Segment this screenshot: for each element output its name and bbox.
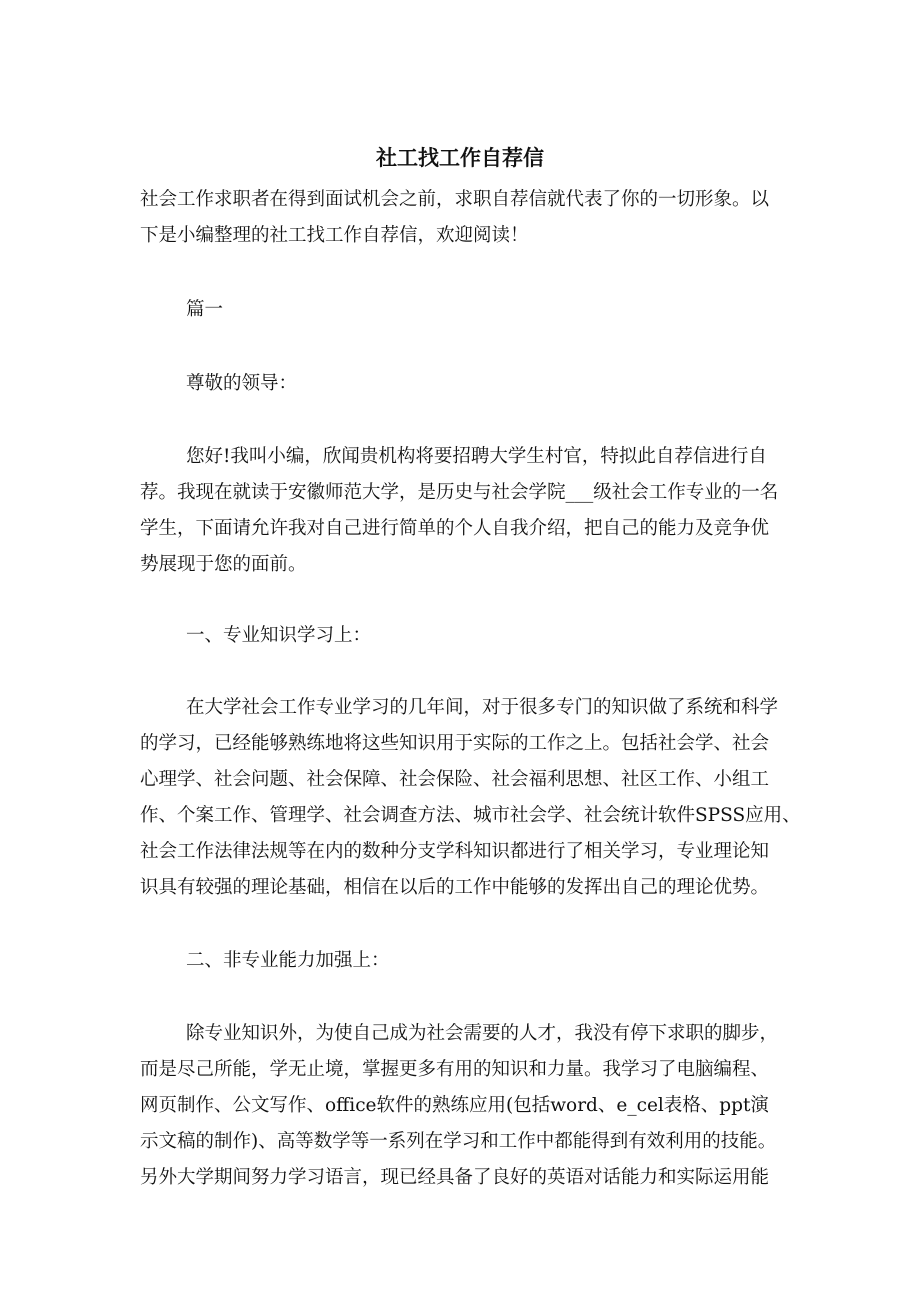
paragraph-line: 学生，下面请允许我对自己进行简单的个人自我介绍，把自己的能力及竞争优 — [140, 518, 770, 539]
section-heading: 一、专业知识学习上： — [186, 625, 372, 646]
paragraph-line: 势展现于您的面前。 — [140, 554, 307, 575]
paragraph-line: 社会工作法律法规等在内的数种分支学科知识都进行了相关学习，专业理论知 — [140, 841, 770, 862]
paragraph-line: 而是尽己所能，学无止境，掌握更多有用的知识和力量。我学习了电脑编程、 — [140, 1059, 770, 1080]
salutation: 尊敬的领导： — [186, 373, 298, 394]
paragraph-line: 另外大学期间努力学习语言，现已经具备了良好的英语对话能力和实际运用能 — [140, 1167, 770, 1188]
section-label: 篇一 — [186, 299, 224, 320]
document-title: 社工找工作自荐信 — [376, 146, 544, 170]
paragraph-line: 您好!我叫小编，欣闻贵机构将要招聘大学生村官，特拟此自荐信进行自 — [186, 446, 767, 467]
intro-line: 社会工作求职者在得到面试机会之前，求职自荐信就代表了你的一切形象。以 — [140, 189, 770, 210]
paragraph-line: 在大学社会工作专业学习的几年间，对于很多专门的知识做了系统和科学 — [186, 697, 779, 718]
intro-line: 下是小编整理的社工找工作自荐信，欢迎阅读！ — [140, 225, 529, 246]
paragraph-line: 示文稿的制作)、高等数学等一系列在学习和工作中都能得到有效利用的技能。 — [140, 1131, 777, 1152]
paragraph-line: 心理学、社会问题、社会保障、社会保险、社会福利思想、社区工作、小组工 — [140, 769, 770, 790]
section-heading: 二、非专业能力加强上： — [186, 950, 390, 971]
paragraph-line: 除专业知识外，为使自己成为社会需要的人才，我没有停下求职的脚步， — [186, 1023, 779, 1044]
paragraph-line: 作、个案工作、管理学、社会调查方法、城市社会学、社会统计软件SPSS应用、 — [140, 805, 801, 826]
paragraph-line: 网页制作、公文写作、office软件的熟练应用(包括word、e_cel表格、ppt演 — [140, 1095, 769, 1116]
paragraph-line: 识具有较强的理论基础，相信在以后的工作中能够的发挥出自己的理论优势。 — [140, 877, 770, 898]
paragraph-line: 的学习，已经能够熟练地将这些知识用于实际的工作之上。包括社会学、社会 — [140, 733, 770, 754]
paragraph-line: 荐。我现在就读于安徽师范大学，是历史与社会学院___级社会工作专业的一名 — [140, 482, 779, 503]
